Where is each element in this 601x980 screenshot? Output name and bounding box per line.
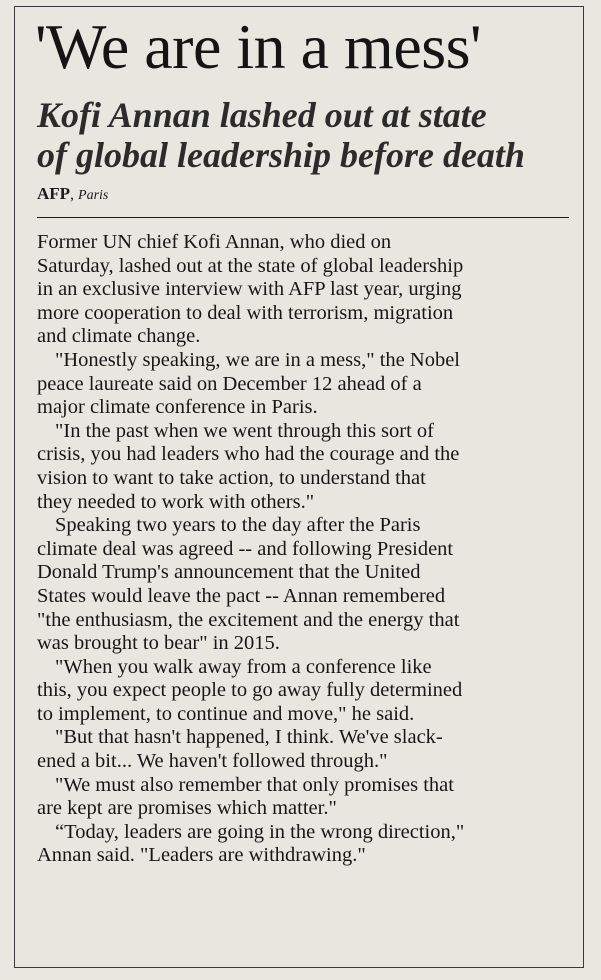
byline-agency: AFP [37,184,71,203]
subheadline [37,95,577,175]
article-body [37,231,577,868]
paragraph-line: was brought to bear" in 2015. [37,632,280,655]
paragraph-line: and climate change. [37,325,201,348]
paragraph-line: Former UN chief Kofi Annan, who died on [37,231,392,253]
article-paragraph [37,420,577,514]
paragraph-line: this, you expect people to go away fully determined [37,679,463,702]
news-clipping [14,6,584,968]
paragraph-line: ened a bit... We haven't followed through." [37,750,388,773]
byline-city: Paris [78,188,109,203]
paragraph-line: "We must also remember that only promises that [55,773,454,796]
article-paragraph [37,774,577,821]
paragraph-line: more cooperation to deal with terrorism, migration [37,301,454,324]
headline: 'We are in a mess' [35,11,482,82]
paragraph-line: "But that hasn't happened, I think. We've slack- [55,726,443,749]
paragraph-line: "the enthusiasm, the excitement and the energy that [37,608,460,631]
byline [37,183,108,207]
article-paragraph [37,821,577,868]
paragraph-line: they needed to work with others." [37,490,315,513]
paragraph-line: "Honestly speaking, we are in a mess," the Nobel [55,348,460,371]
article-paragraph [37,514,577,656]
subheadline-line: of global leadership before death [37,135,525,175]
paragraph-line: Speaking two years to the day after the Paris [55,514,421,537]
paragraph-line: climate deal was agreed -- and following President [37,537,454,560]
byline-separator: , [70,186,79,203]
paragraph-line: States would leave the pact -- Annan remembered [37,584,446,607]
article-paragraph [37,726,577,773]
paragraph-line: are kept are promises which matter." [37,797,337,820]
paragraph-line: to implement, to continue and move," he said. [37,702,415,725]
subheadline-line: Kofi Annan lashed out at state [37,95,487,135]
paragraph-line: Donald Trump's announcement that the United [37,561,421,584]
article-paragraph [37,231,577,349]
paragraph-line: "In the past when we went through this sort of [55,419,435,442]
paragraph-line: in an exclusive interview with AFP last year, urging [37,278,462,301]
paragraph-line: “Today, leaders are going in the wrong direction," [55,820,465,843]
paragraph-line: Saturday, lashed out at the state of global leadership [37,254,464,277]
paragraph-line: crisis, you had leaders who had the courage and the [37,443,460,466]
paragraph-line: major climate conference in Paris. [37,396,318,419]
paragraph-line: vision to want to take action, to understand that [37,466,426,489]
paragraph-line: peace laureate said on December 12 ahead of a [37,372,422,395]
paragraph-line: Annan said. "Leaders are withdrawing." [37,844,366,867]
article-paragraph [37,656,577,727]
paragraph-line: "When you walk away from a conference like [55,655,432,678]
article-paragraph [37,349,577,420]
divider-rule [37,217,569,218]
